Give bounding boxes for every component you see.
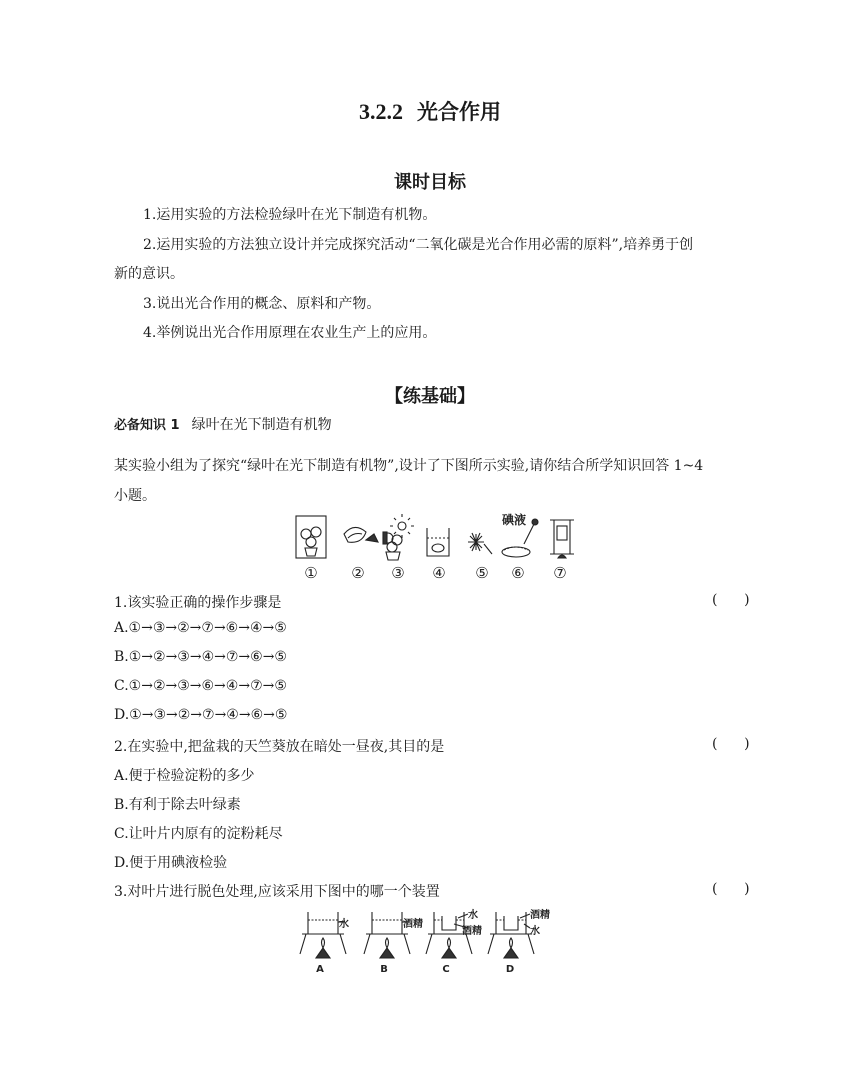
question-1-option-a: A.①→③→②→⑦→⑥→④→⑤: [114, 620, 287, 636]
question-1-stem: 1.该实验正确的操作步骤是: [114, 595, 282, 611]
apparatus-c-label-2: 酒精: [462, 926, 482, 937]
knowledge-label: 必备知识 1: [114, 418, 180, 433]
objectives-heading: 课时目标: [394, 172, 466, 193]
question-3-answer-blank[interactable]: ( ): [712, 881, 750, 897]
apparatus-letter-d: D: [505, 964, 515, 975]
apparatus-letter-a: A: [316, 964, 324, 975]
step-label-4: ④: [432, 564, 446, 582]
knowledge-text: 绿叶在光下制造有机物: [191, 417, 332, 433]
step-label-3: ③: [391, 564, 405, 582]
question-1-option-d: D.①→③→②→⑦→④→⑥→⑤: [114, 707, 288, 723]
intro-line-2: 小题。: [114, 488, 156, 504]
question-3-stem: 3.对叶片进行脱色处理,应该采用下图中的哪一个装置: [114, 884, 440, 900]
apparatus-a-label-1: 水: [339, 919, 349, 930]
question-1-option-c: C.①→②→③→⑥→④→⑦→⑤: [114, 678, 287, 694]
apparatus-letter-b: B: [380, 964, 388, 975]
step-3-sunlight-illustration: [383, 514, 414, 560]
question-1-option-b: B.①→②→③→④→⑦→⑥→⑤: [114, 649, 287, 665]
question-2-answer-blank[interactable]: ( ): [712, 736, 750, 752]
objective-3: 3.说出光合作用的概念、原料和产物。: [143, 296, 381, 312]
step-5-leaf-illustration: [468, 533, 492, 554]
apparatus-d-label-2: 水: [530, 926, 540, 937]
apparatus-d-illustration: [488, 912, 534, 958]
step-1-dark-box-illustration: [296, 516, 326, 558]
page-title: [0, 96, 860, 126]
step-label-7: ⑦: [553, 564, 567, 582]
objective-1: 1.运用实验的方法检验绿叶在光下制造有机物。: [143, 207, 437, 223]
lesson-number: 3.2.2: [359, 99, 403, 124]
step-label-5: ⑤: [475, 564, 489, 582]
lesson-title: 光合作用: [417, 100, 501, 124]
objective-2-continued: 新的意识。: [114, 266, 184, 282]
objective-2: 2.运用实验的方法独立设计并完成探究活动“二氧化碳是光合作用必需的原料”,培养勇于创: [143, 237, 694, 253]
decolorization-apparatus-figure: [296, 906, 566, 978]
question-2-option-c: C.让叶片内原有的淀粉耗尽: [114, 826, 283, 842]
question-2-option-d: D.便于用碘液检验: [114, 855, 228, 871]
step-label-6: ⑥: [511, 564, 525, 582]
intro-line-1: 某实验小组为了探究“绿叶在光下制造有机物”,设计了下图所示实验,请你结合所学知识回答 1~4: [114, 458, 704, 474]
step-label-2: ②: [351, 564, 365, 582]
apparatus-d-label-1: 酒精: [530, 910, 550, 921]
apparatus-letter-c: C: [442, 964, 450, 975]
objective-4: 4.举例说出光合作用原理在农业生产上的应用。: [143, 325, 437, 341]
question-1-answer-blank[interactable]: ( ): [712, 592, 750, 608]
step-4-beaker-illustration: [427, 528, 449, 556]
apparatus-c-label-1: 水: [468, 910, 478, 921]
step-7-water-bath-illustration: [550, 520, 574, 558]
step-label-1: ①: [304, 564, 318, 582]
experiment-steps-figure: [292, 512, 582, 584]
apparatus-b-label-1: 酒精: [403, 919, 423, 930]
knowledge-point: [114, 414, 332, 434]
practice-heading: 【练基础】: [385, 386, 475, 407]
iodine-label: 碘液: [502, 513, 527, 527]
question-2-stem: 2.在实验中,把盆栽的天竺葵放在暗处一昼夜,其目的是: [114, 739, 445, 755]
step-2-leaf-cover-illustration: [344, 527, 378, 542]
question-2-option-b: B.有利于除去叶绿素: [114, 797, 241, 813]
question-2-option-a: A.便于检验淀粉的多少: [114, 768, 255, 784]
